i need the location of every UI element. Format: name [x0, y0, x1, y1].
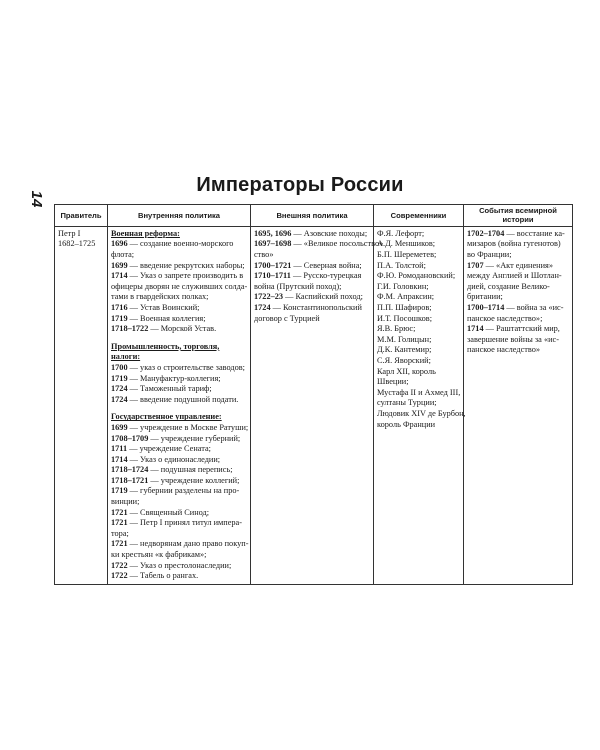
world-event-line: 1714 — Раштаттский мир, [467, 324, 560, 334]
policy-line: 1718–1724 — подушная перепись; [111, 465, 233, 475]
date-label: 1718–1724 [111, 465, 149, 475]
date-label: 1722–23 [254, 292, 284, 302]
contemporary-item: Швеции; [377, 377, 409, 387]
ruler-cell [55, 226, 108, 584]
policy-line: 1724 — введение подушной подати. [111, 394, 239, 404]
header-internal-policy: Внутренняя политика [108, 205, 251, 227]
date-label: 1702–1704 [467, 228, 505, 238]
date-label: 1700–1721 [254, 260, 292, 270]
world-event-line: 1707 — «Акт единения» [467, 260, 554, 270]
contemporary-item: Г.И. Головкин; [377, 281, 429, 291]
contemporary-item: Ф.Ю. Ромодановский; [377, 271, 456, 281]
date-label: 1697–1698 [254, 239, 292, 249]
policy-line: 1708–1709 — учреждение губерний; [111, 433, 241, 443]
date-label: 1724 [111, 394, 128, 404]
policy-line: 1719 — Мануфактур-коллегия; [111, 373, 221, 383]
contemporaries-cell [374, 226, 464, 584]
date-label: 1699 [111, 422, 128, 432]
date-label: 1699 [111, 260, 128, 270]
section-heading: Государственное управление: [111, 412, 222, 422]
date-label: 1696 [111, 239, 128, 249]
contemporary-item: А.Д. Меншиков; [377, 239, 436, 249]
world-events-cell [464, 226, 573, 584]
contemporary-item: Ф.Я. Лефорт; [377, 228, 425, 238]
policy-line: 1724 — Таможенный тариф; [111, 384, 212, 394]
page-title: Императоры России [196, 174, 404, 196]
policy-line: 1714 — Указ о запрете производить в [111, 271, 244, 281]
header-contemporaries: Современники [374, 205, 464, 227]
foreign-policy-line: 1697–1698 — «Великое посольство» [254, 239, 384, 249]
foreign-policy-line: договор с Турцией [254, 313, 320, 323]
date-label: 1718–1721 [111, 475, 149, 485]
policy-line: 1718–1722 — Морской Устав. [111, 324, 217, 334]
table-header-row [55, 205, 573, 227]
header-foreign-policy: Внешняя политика [251, 205, 374, 227]
emperors-table [54, 204, 573, 585]
date-label: 1716 [111, 302, 128, 312]
contemporary-item: Ф.М. Апраксин; [377, 292, 435, 302]
date-label: 1700 [111, 362, 128, 372]
policy-line: 1721 — Петр I принял титул импера- [111, 518, 242, 528]
policy-line: 1696 — создание военно-морского [111, 239, 234, 249]
foreign-policy-cell [251, 226, 384, 584]
policy-line: 1722 — Табель о рангах. [111, 571, 199, 581]
world-event-line: мизаров (война гугенотов) [467, 239, 561, 249]
world-event-line: 1700–1714 — война за «ис- [467, 302, 564, 312]
policy-line: флота; [111, 250, 135, 259]
date-label: 1707 [467, 260, 484, 270]
page-number: 14 [28, 190, 45, 208]
foreign-policy-line: 1710–1711 — Русско-турецкая [254, 271, 362, 281]
contemporary-item: Д.К. Кантемир; [377, 345, 432, 355]
date-label: 1714 [111, 454, 128, 464]
ruler-name: Петр I [58, 228, 81, 238]
policy-line: 1716 — Устав Воинский; [111, 302, 200, 312]
policy-line: офицеры дворян не служивших солда- [111, 281, 248, 291]
world-event-line: 1702–1704 — восстание ка- [467, 228, 565, 238]
date-label: 1700–1714 [467, 302, 505, 312]
section-heading: Промышленность, торговля, [111, 341, 220, 351]
policy-line: 1719 — губернии разделены на про- [111, 486, 240, 496]
policy-line: 1714 — Указ о единонаследии; [111, 454, 221, 464]
policy-line: 1721 — недворянам дано право покуп- [111, 539, 249, 549]
ruler-years: 1682–1725 [58, 239, 96, 249]
world-event-line: панское наследство» [467, 345, 541, 355]
contemporary-item: М.М. Голицын; [377, 334, 432, 344]
date-label: 1722 [111, 571, 128, 581]
contemporary-item: Людовик XIV де Бурбон, [377, 408, 466, 418]
date-label: 1724 [111, 384, 128, 394]
date-label: 1719 [111, 313, 128, 323]
policy-line: тора; [111, 528, 129, 538]
foreign-policy-line: 1722–23 — Каспийский поход; [254, 292, 363, 302]
internal-policy-cell [108, 226, 251, 584]
date-label: 1708–1709 [111, 433, 149, 443]
contemporary-item: С.Я. Яворский; [377, 355, 431, 365]
contemporary-item: Карл XII, король [377, 366, 436, 376]
contemporary-item: король Франции [377, 419, 436, 429]
date-label: 1718–1722 [111, 324, 149, 334]
world-event-line: дией, создание Велико- [467, 281, 550, 291]
table-row [55, 226, 573, 584]
world-event-line: панское наследство»; [467, 313, 543, 323]
date-label: 1711 [111, 444, 128, 454]
world-event-line: между Англией и Шотлан- [467, 271, 562, 281]
date-label: 1721 [111, 539, 128, 549]
contemporary-item: Мустафа II и Ахмед III, [377, 387, 461, 397]
date-label: 1714 [467, 324, 484, 334]
foreign-policy-line: ство» [254, 250, 274, 259]
foreign-policy-line: война (Прутский поход); [254, 281, 342, 291]
policy-line: тами в гвардейских полках; [111, 292, 209, 302]
world-event-line: во Франции; [467, 250, 512, 259]
policy-line: винции; [111, 497, 140, 507]
policy-line: 1722 — Указ о престолонаследии; [111, 560, 232, 570]
contemporary-item: П.А. Толстой; [377, 260, 426, 270]
policy-line [111, 352, 247, 363]
policy-line: 1699 — введение рекрутских наборы; [111, 260, 245, 270]
contemporary-item: Я.В. Брюс; [377, 324, 416, 334]
contemporary-item: Б.П. Шереметев; [377, 250, 437, 259]
world-event-line: завершение войны за «ис- [467, 334, 559, 344]
date-label: 1714 [111, 271, 128, 281]
header-ruler: Правитель [55, 205, 108, 227]
date-label: 1721 [111, 518, 128, 528]
policy-line: 1699 — учреждение в Москве Ратуши; [111, 422, 249, 432]
header-world-events: События всемирной истории [464, 205, 573, 227]
date-label: 1724 [254, 302, 271, 312]
date-label: налоги: [111, 352, 141, 362]
policy-line: 1718–1721 — учреждение коллегий; [111, 475, 240, 485]
date-label: 1710–1711 [254, 271, 291, 281]
world-event-line: британии; [467, 292, 503, 302]
date-label: 1719 [111, 373, 128, 383]
foreign-policy-line: 1724 — Константинопольский [254, 302, 362, 312]
contemporary-item: султаны Турции; [377, 398, 437, 408]
policy-line: ки крестьян «к фабрикам»; [111, 550, 207, 560]
foreign-policy-line: 1700–1721 — Северная война; [254, 260, 362, 270]
date-label: 1719 [111, 486, 128, 496]
policy-line: 1719 — Военная коллегия; [111, 313, 206, 323]
section-heading: Военная реформа: [111, 228, 180, 238]
contemporary-item: П.П. Шафиров; [377, 302, 432, 312]
date-label: 1722 [111, 560, 128, 570]
foreign-policy-line: 1695, 1696 — Азовские походы; [254, 228, 368, 238]
date-label: 1695, 1696 [254, 228, 292, 238]
contemporary-item: И.Т. Посошков; [377, 313, 432, 323]
policy-line: 1700 — указ о строительстве заводов; [111, 362, 245, 372]
policy-line: 1721 — Священный Синод; [111, 507, 210, 517]
policy-line: 1711 — учреждение Сената; [111, 444, 211, 454]
date-label: 1721 [111, 507, 128, 517]
